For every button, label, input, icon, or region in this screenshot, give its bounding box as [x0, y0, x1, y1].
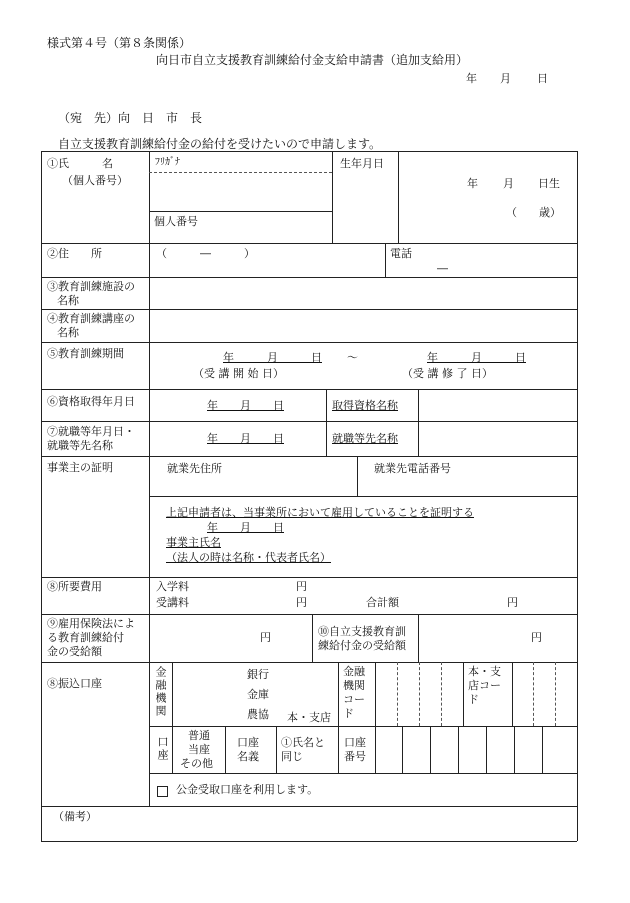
same-as-name-line1: ①氏名と	[281, 736, 325, 749]
course-label-line2: 名称	[57, 326, 79, 339]
period-start-date[interactable]: 年 月 日	[223, 351, 322, 364]
qualification-date-label: ⑥資格取得年月日	[47, 395, 135, 408]
total-amount-yen: 円	[507, 596, 518, 609]
account-holder-label-line2: 名義	[237, 750, 259, 763]
birth-month-label: 月	[503, 177, 514, 190]
employment-insurance-label-line2: る教育訓練給付	[47, 631, 124, 644]
employment-name-label: 就職等先名称	[332, 432, 398, 445]
nokyo-label: 農協	[247, 708, 269, 721]
public-account-checkbox[interactable]	[157, 786, 168, 797]
branch-code-label: 本・支店コード	[468, 665, 501, 706]
period-label: ⑤教育訓練期間	[47, 347, 124, 360]
costs-label: ⑧所要費用	[47, 580, 102, 593]
employment-insurance-label-line3: 金の受給額	[47, 645, 102, 658]
account-type-other: その他	[180, 757, 213, 770]
facility-label-line1: ③教育訓練施設の	[47, 280, 135, 293]
bank-label: 銀行	[247, 668, 269, 681]
phone-dash: ―	[437, 262, 448, 275]
tuition-fee-yen: 円	[296, 596, 307, 609]
self-support-benefit-yen: 円	[531, 631, 542, 644]
institution-code-label: 金融機関コード	[343, 665, 365, 720]
account-type-current: 当座	[188, 743, 210, 756]
tuition-fee-label: 受講料	[156, 596, 189, 609]
employer-cert-label: 事業主の証明	[47, 461, 113, 474]
form-number: 様式第４号（第８条関係）	[47, 36, 192, 50]
total-amount-label: 合計額	[366, 596, 399, 609]
birth-day-label: 日生	[538, 177, 560, 190]
birth-date-label: 生年月日	[340, 157, 384, 170]
phone-label: 電話	[390, 247, 412, 260]
entrance-fee-label: 入学料	[156, 580, 189, 593]
remarks-label: （備考）	[53, 810, 97, 823]
facility-name-field[interactable]	[154, 282, 572, 306]
account-type-ordinary: 普通	[188, 729, 210, 742]
postal-code-field[interactable]: （ ― ）	[156, 247, 255, 260]
shinkin-label: 金庫	[247, 688, 269, 701]
bank-account-label: ⑧振込口座	[47, 677, 102, 690]
self-support-benefit-label-line1: ⑩自立支援教育訓	[318, 625, 406, 638]
account-number-label-line1: 口座	[344, 736, 366, 749]
course-name-field[interactable]	[154, 314, 572, 338]
my-number-label: 個人番号	[154, 215, 198, 228]
remarks-field[interactable]	[110, 810, 572, 836]
furigana-label: ﾌﾘｶﾞﾅ	[155, 157, 180, 168]
period-start-caption: （受 講 開 始 日）	[193, 367, 284, 380]
account-number-label-line2: 番号	[344, 750, 366, 763]
qualification-date-field[interactable]: 年 月 日	[207, 399, 284, 412]
employment-label-line1: ⑦就職等年月日・	[47, 425, 135, 438]
employer-owner-label: 事業主氏名	[166, 536, 221, 549]
self-support-benefit-label-line2: 練給付金の受給額	[318, 639, 406, 652]
account-vertical-label: 口座	[156, 736, 169, 762]
workplace-address-label: 就業先住所	[167, 462, 222, 475]
employer-cert-statement: 上記申請者は、当事業所において雇用していることを証明する	[166, 506, 474, 519]
same-as-name-line2: 同じ	[281, 750, 303, 763]
address-label: ②住 所	[47, 247, 102, 260]
name-field[interactable]	[154, 176, 328, 206]
my-number-sublabel: （個人番号）	[62, 174, 128, 187]
birth-year-label: 年	[467, 177, 478, 190]
entrance-fee-yen: 円	[296, 580, 307, 593]
period-tilde: ～	[347, 351, 358, 364]
employer-cert-date[interactable]: 年 月 日	[207, 521, 284, 534]
employment-name-field[interactable]	[423, 425, 573, 452]
employer-owner-note: （法人の時は名称・代表者氏名）	[166, 551, 331, 564]
addressee: （宛 先）向 日 市 長	[58, 111, 203, 125]
branch-label: 本・支店	[287, 711, 331, 724]
facility-label-line2: 名称	[57, 294, 79, 307]
course-label-line1: ④教育訓練講座の	[47, 312, 135, 325]
period-end-date[interactable]: 年 月 日	[427, 351, 526, 364]
qualification-name-label: 取得資格名称	[332, 399, 398, 412]
public-account-label: 公金受取口座を利用します。	[176, 783, 319, 796]
period-end-caption: （受 講 修 了 日）	[402, 367, 493, 380]
age-label: （ 歳）	[506, 206, 561, 219]
employment-insurance-yen: 円	[260, 631, 271, 644]
name-label: ①氏 名	[47, 157, 113, 170]
employment-insurance-label-line1: ⑨雇用保険法によ	[47, 617, 135, 630]
qualification-name-field[interactable]	[423, 393, 573, 417]
financial-institution-label: 金融機関	[154, 666, 167, 718]
employment-date-field[interactable]: 年 月 日	[207, 432, 284, 445]
workplace-phone-label: 就業先電話番号	[374, 462, 451, 475]
date-month-label: 月	[500, 72, 511, 85]
date-year-label: 年	[466, 72, 477, 85]
employment-label-line2: 就職等先名称	[47, 439, 113, 452]
date-day-label: 日	[537, 72, 548, 85]
intro-text: 自立支援教育訓練給付金の給付を受けたいので申請します。	[58, 137, 382, 151]
form-title: 向日市自立支援教育訓練給付金支給申請書（追加支給用）	[156, 53, 469, 67]
account-holder-label-line1: 口座	[237, 736, 259, 749]
